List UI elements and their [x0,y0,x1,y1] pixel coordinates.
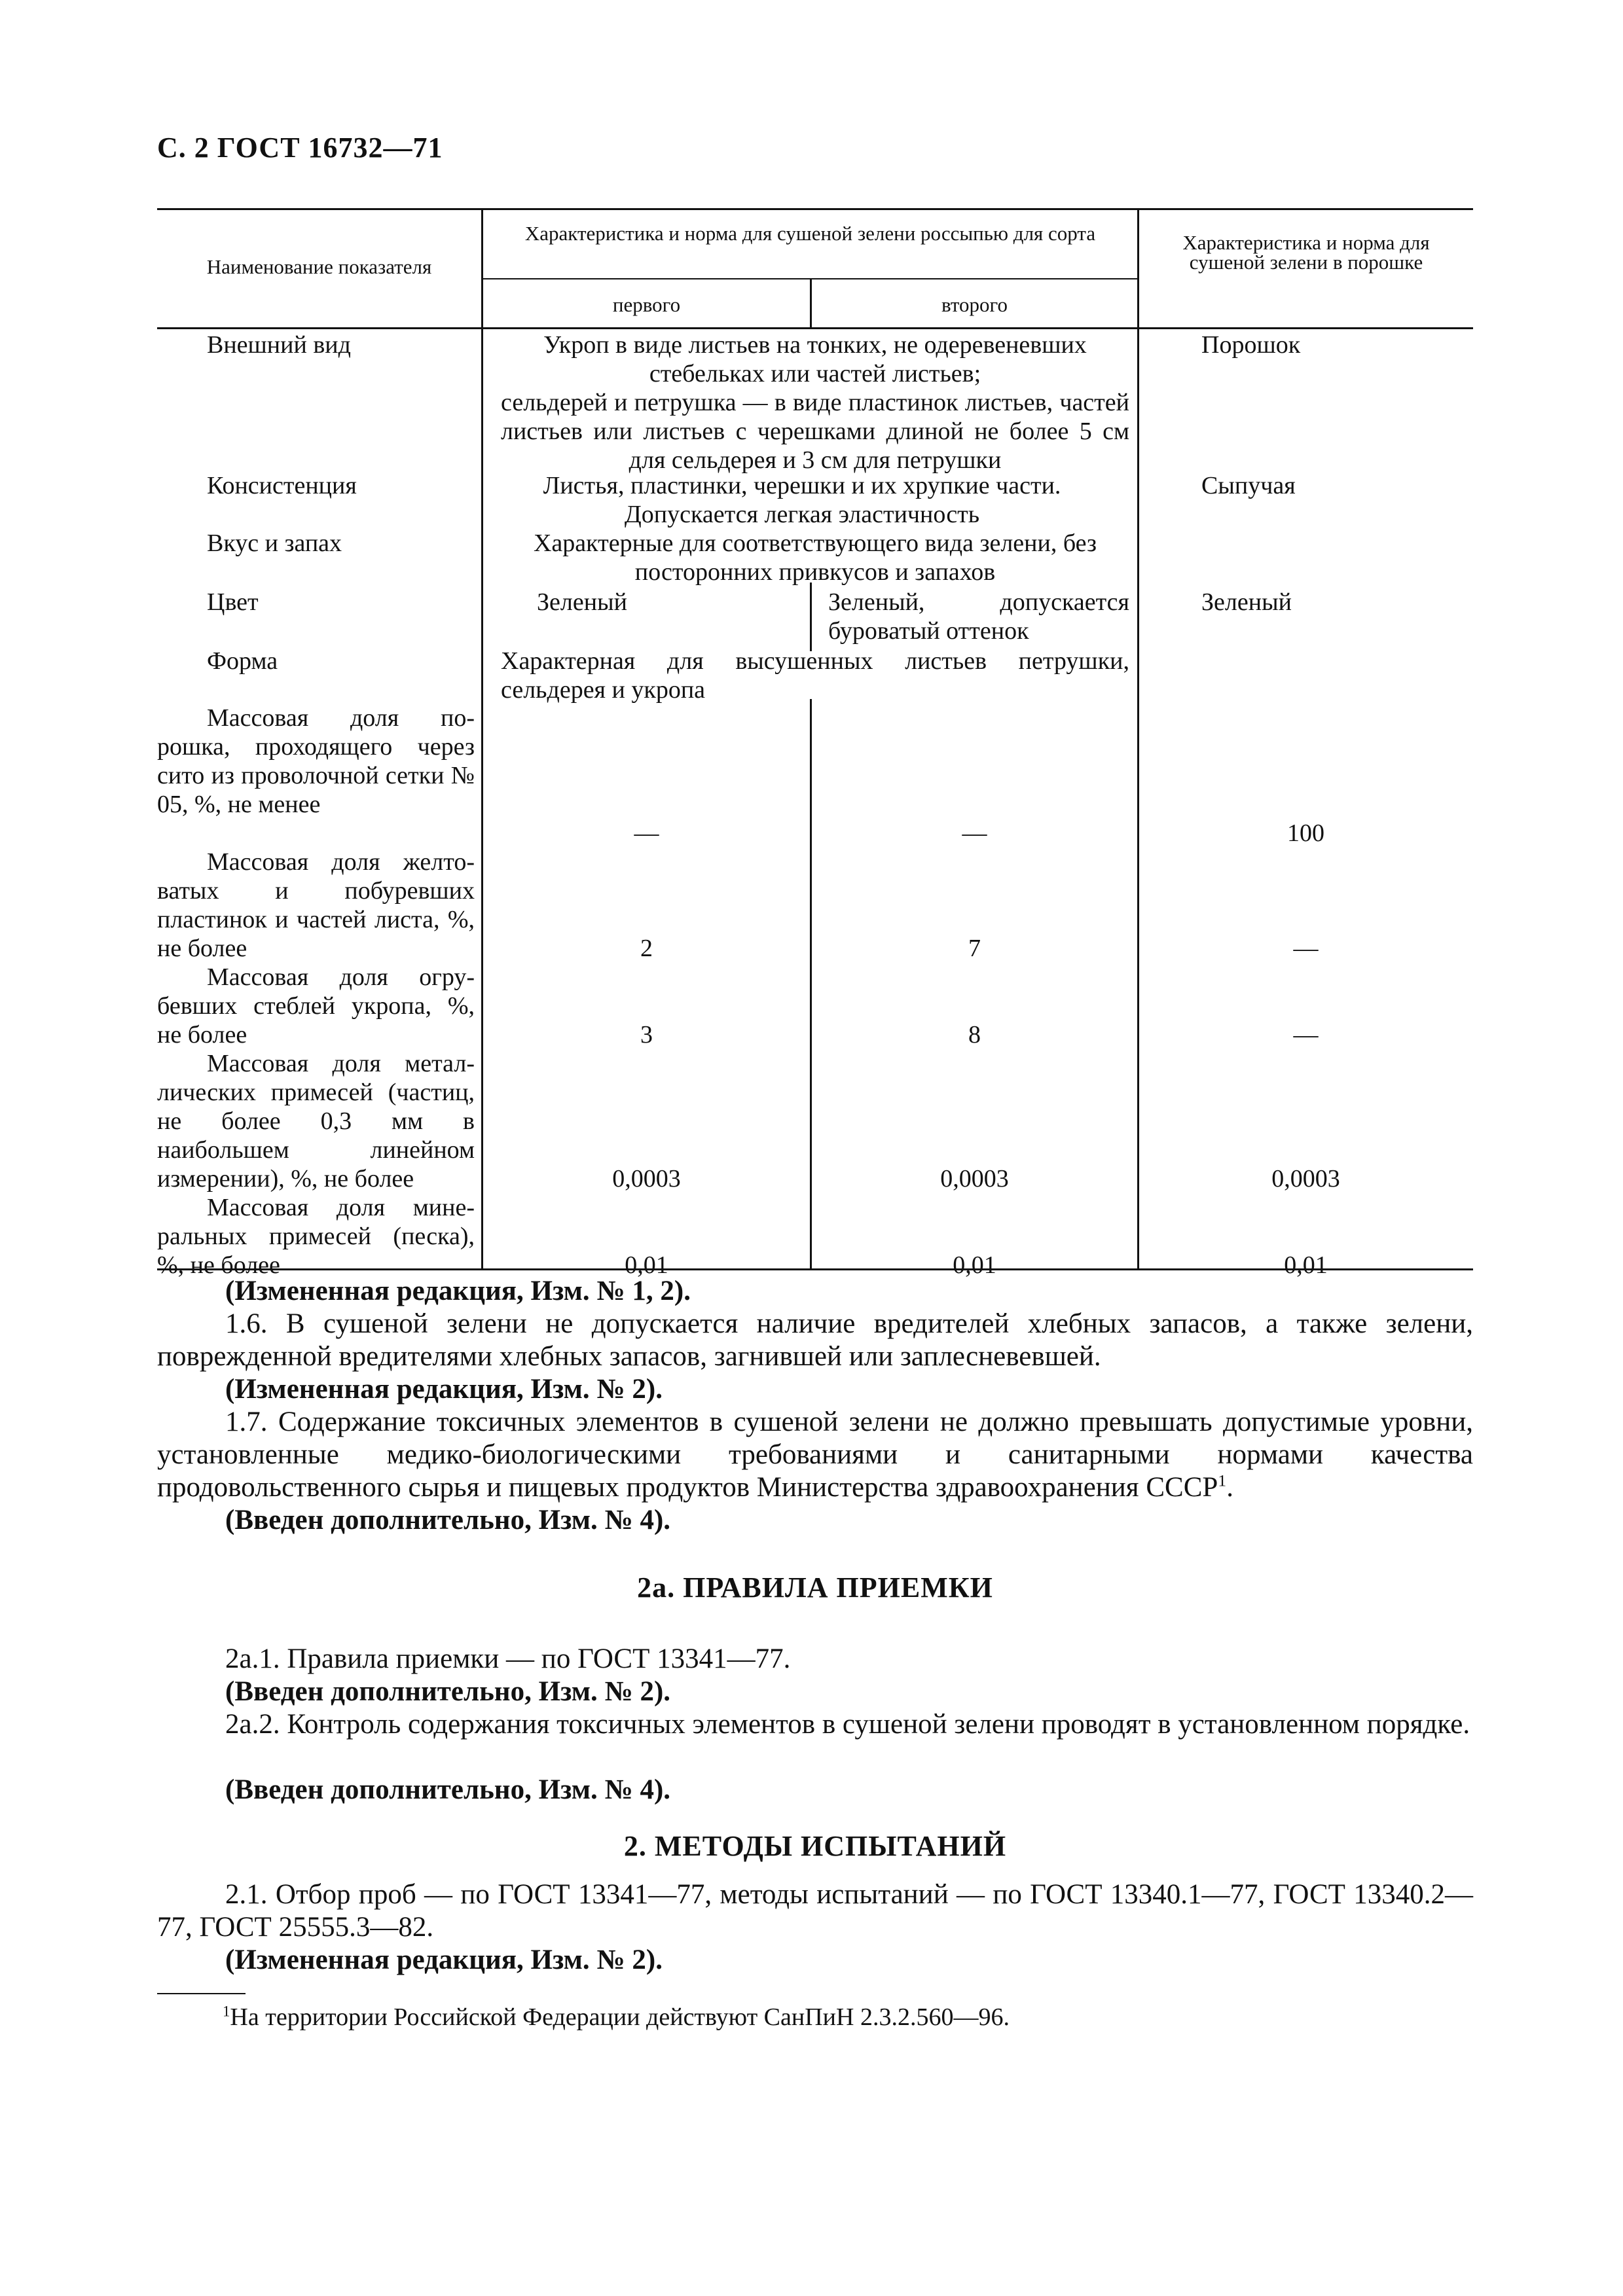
page-header: С. 2 ГОСТ 16732—71 [157,132,443,164]
paragraph-1-6: 1.6. В сушеной зелени не допускается наличие вредителей хлебных запасов, а также зелени, поврежденной вредителями хлебных запасов, загнившей или заплесневевшей. [157,1308,1473,1372]
table-cell-merged: сельдерей и петрушка — в виде пластинок листьев, частей листьев или листьев с черешками длиной не более 5 см для сельдерея и 3 см для петрушки [501,389,1129,474]
table-row-label: Массовая доля по- рошка, проходящего через сито из проволочной сетки № 05, %, не менее [157,704,475,818]
section-title-2: 2. МЕТОДЫ ИСПЫТАНИЙ [623,1830,1007,1862]
table-header-first-grade: первого [612,293,681,316]
table-cell-powder: 100 [1287,819,1324,847]
table-cell-second: Зеленый, допускается буроватый оттенок [828,588,1129,645]
table-row-label: Вкус и запах [207,529,342,557]
paragraph-2-1: 2.1. Отбор проб — по ГОСТ 13341—77, методы испытаний — по ГОСТ 13340.1—77, ГОСТ 13340.2—77, ГОСТ 25555.3—82. [157,1879,1473,1943]
section-title-2a: 2а. ПРАВИЛА ПРИЕМКИ [637,1571,993,1604]
paragraph-1-7: 1.7. Содержание токсичных элементов в сушеной зелени не должно превышать допустимые уровни, установленные медико-биологическими требованиями и санитарными нормами качества продовольственного сырья и пищевых продуктов Министерства здравоохранения СССР$^1$. [157,1407,1473,1503]
table-cell-powder: Сыпучая [1201,472,1296,499]
table-cell-powder: 0,01 [1284,1251,1328,1279]
table-cell-powder: — [1293,935,1319,962]
table-cell-merged: Характерные для соответствующего вида зелени, без посторонних привкусов и запахов [533,529,1097,586]
amendment-note: (Введен дополнительно, Изм. № 4). [225,1505,671,1535]
table-col-divider-2b [810,583,812,651]
table-cell-first: 3 [640,1021,653,1049]
table-cell-second: 8 [968,1021,981,1049]
amendment-note: (Измененная редакция, Изм. № 2). [225,1945,663,1975]
table-cell-merged: Характерная для высушенных листьев петрушки, сельдерея и укропа [501,647,1129,704]
amendment-note: (Измененная редакция, Изм. № 1, 2). [225,1276,691,1306]
paragraph-2a-2: 2а.2. Контроль содержания токсичных элементов в сушеной зелени проводят в установленном порядке. [225,1709,1470,1740]
amendment-note: (Введен дополнительно, Изм. № 2). [225,1676,671,1707]
table-cell-merged: Листья, пластинки, черешки и их хрупкие части. Допускается легкая эластичность [543,472,1061,528]
table-cell-first: Зеленый [537,588,627,616]
table-row-label: Форма [207,647,278,675]
table-header-name: Наименование показателя [206,255,432,278]
table-cell-first: 0,0003 [612,1165,681,1193]
table-col-divider-2c [810,699,812,1270]
table-cell-first: 2 [640,935,653,962]
table-cell-first: 0,01 [625,1251,668,1279]
table-cell-second: 0,01 [953,1251,996,1279]
table-cell-powder: 0,0003 [1271,1165,1340,1193]
table-header-bottom-rule [157,327,1473,329]
paragraph-2a-1: 2а.1. Правила приемки — по ГОСТ 13341—77. [225,1643,791,1674]
footnote: $^1$На территории Российской Федерации действуют СанПиН 2.3.2.560—96. [223,2003,1010,2031]
table-header-powder: Характеристика и норма для сушеной зелени в порошке [1182,231,1430,274]
table-header-loose-group: Характеристика и норма для сушеной зелени россыпью для сорта [524,222,1096,245]
table-cell-second: 0,0003 [940,1165,1009,1193]
table-cell-powder: — [1293,1021,1319,1049]
footnote-rule [157,1993,246,1994]
table-row-label: Массовая доля желто- ватых и побуревших пластинок и частей листа, %, не более [157,848,475,962]
amendment-note: (Введен дополнительно, Изм. № 4). [225,1774,671,1805]
table-cell-merged: Укроп в виде листьев на тонких, не одеревеневших стебельках или частей листьев; [543,331,1087,387]
table-row-label: Консистенция [207,472,357,499]
table-col-divider-3 [1137,208,1139,1270]
table-header-second-grade: второго [941,293,1008,316]
table-top-rule [157,208,1473,210]
table-cell-first: — [634,819,659,847]
table-row-label: Внешний вид [207,331,351,359]
table-row-label: Массовая доля мине- ральных примесей (песка), %, не более [157,1194,475,1279]
table-row-label: Массовая доля огру- бевших стеблей укропа, %, не более [157,963,475,1049]
table-row-label: Массовая доля метал- лических примесей (частиц, не более 0,3 мм в наибольшем линейном измерении), %, не более [157,1050,475,1193]
amendment-note: (Измененная редакция, Изм. № 2). [225,1374,663,1405]
table-cell-powder: Порошок [1201,331,1301,359]
table-row-label: Цвет [207,588,259,616]
table-col-divider-2a [810,278,812,329]
table-cell-powder: Зеленый [1201,588,1292,616]
table-cell-second: 7 [968,935,981,962]
footnote-mark: 1 [223,2003,230,2020]
table-col-divider-1 [481,208,483,1270]
footnote-ref: 1 [1218,1471,1227,1490]
table-cell-second: — [962,819,987,847]
